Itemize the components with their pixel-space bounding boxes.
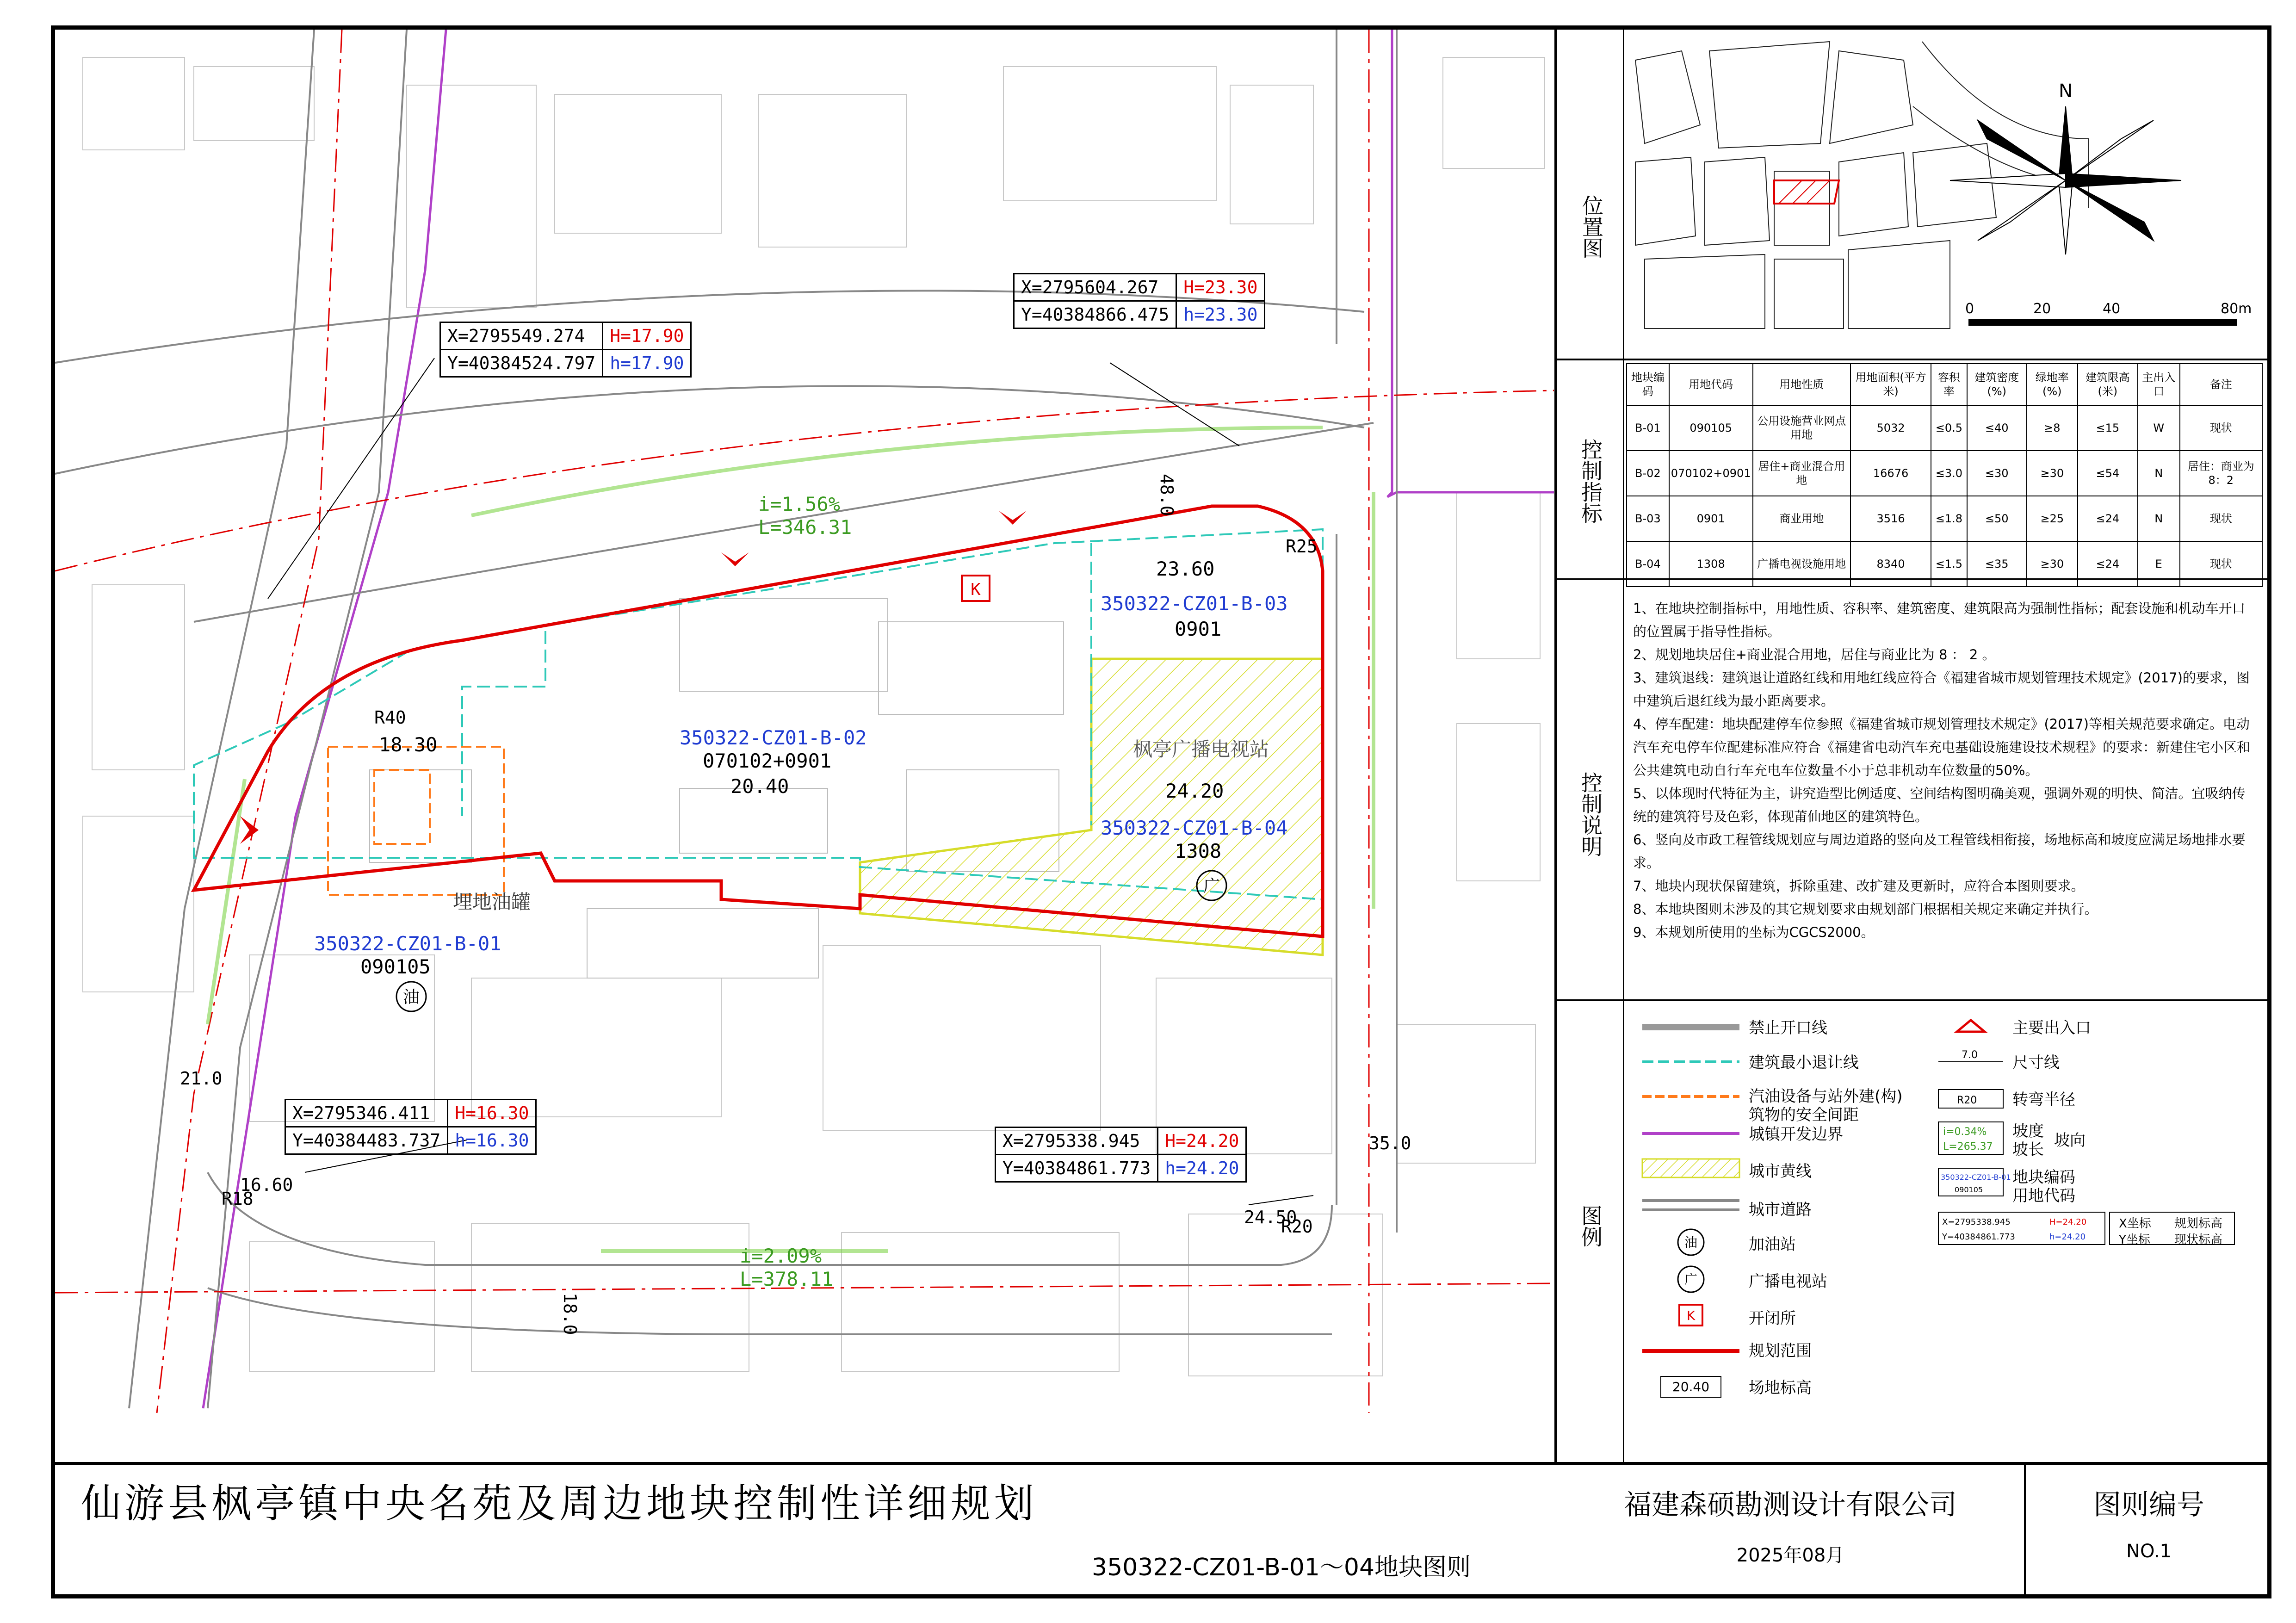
legend-planned-elev: 规划标高 — [2174, 1217, 2223, 1231]
dim-21: 21.0 — [180, 1068, 223, 1089]
table-cell: 16676 — [1850, 451, 1931, 496]
legend-x-symbol: X=2795338.945 — [1942, 1217, 2011, 1227]
table-cell: B-01 — [1627, 405, 1669, 451]
table-row — [1627, 496, 2262, 541]
legend-gas-station: 加油站 — [1749, 1235, 1796, 1254]
legend-turn-radius: 转弯半径 — [2012, 1090, 2075, 1109]
legend-switch-station: 开闭所 — [1749, 1309, 1796, 1328]
legend-y-coord: Y坐标 — [2119, 1233, 2150, 1247]
elevation-b04: 24.20 — [1165, 780, 1224, 802]
coord-box-4: X=2795338.945 H=24.20 Y=40384861.773 h=24.20 — [995, 1127, 1247, 1183]
table-cell: 3516 — [1850, 496, 1931, 541]
coord-box-1: X=2795549.274 H=17.90 Y=40384524.797 h=17.90 — [439, 322, 692, 378]
control-notes: 1、在地块控制指标中，用地性质、容积率、建筑密度、建筑限高为强制性指标；配套设施和机动车开口的位置属于指导性指标。 2、规划地块居住+商业混合用地，居住与商业比为 8 ： 2 。 3、建筑退线：建筑退让道路红线和用地红线应符合《福建省城市规划管理技术规定》(2017)的要求，图中建筑后退红线为最小距离要求。 4、停车配建：地块配建停车位参照《福建省城市规划管理技术规定》(2017)等相关规范要求确定。电动汽车充电停车位配建标准应符合《福建省电动汽车充电基础设施建设技术规程》的要求：新建住宅小区和公共建筑电动自行车充电车位数量不小于总非机动车位数量的50%。 5、以体现时代特征为主，讲究造型比例适度、空间结构图明确美观，强调外观的明快、简洁。宜吸纳传统的建筑符号及色彩，体现莆仙地区的建筑特色。 6、竖向及市政工程管线规划应与周边道路的竖向及工程管线相衔接，场地标高和坡度应满足场地排水要求。 7、地块内现状保留建筑，拆除重建、改扩建及更新时，应符合本图则要求。 8、本地块图则未涉及的其它规划要求由规划部门根据相关规定来确定并执行。 9、本规划所使用的坐标为CGCS2000。 — [1633, 601, 2251, 940]
legend-elev-symbol: 20.40 — [1672, 1379, 1710, 1394]
scale-20: 20 — [2033, 301, 2051, 317]
radius-r18: R18 — [222, 1189, 254, 1209]
legend-site-elevation: 场地标高 — [1749, 1379, 1812, 1397]
radius-r20: R20 — [1281, 1216, 1313, 1237]
length-south: L=378.11 — [740, 1268, 834, 1290]
legend-no-opening: 禁止开口线 — [1749, 1019, 1827, 1037]
legend-slope-length: 坡长 — [2012, 1140, 2044, 1159]
legend-setback: 建筑最小退让线 — [1749, 1053, 1859, 1072]
dim-18: 18.0 — [560, 1293, 580, 1335]
legend-main-entrance: 主要出入口 — [2012, 1019, 2091, 1037]
legend-tv-symbol: 广 — [1684, 1272, 1698, 1287]
legend-city-road: 城市道路 — [1749, 1201, 1812, 1219]
table-cell: 070102+0901 — [1669, 451, 1753, 496]
section-notes-title: 控制说明 — [1578, 772, 1603, 857]
scale-0: 0 — [1965, 301, 1974, 317]
table-cell: 5032 — [1850, 405, 1931, 451]
legend-hh-symbol: h=24.20 — [2049, 1232, 2086, 1242]
table-cell: 广播电视设施用地 — [1753, 541, 1850, 587]
legend-gas-safety-2: 筑物的安全间距 — [1749, 1106, 1859, 1124]
table-cell: 商业用地 — [1753, 496, 1850, 541]
switch-station-symbol: K — [971, 580, 981, 599]
drawing-code-label: 图则编号 — [2093, 1489, 2204, 1521]
legend-x-coord: X坐标 — [2119, 1217, 2151, 1231]
radius-r40: R40 — [374, 707, 406, 728]
land-code-b02: 070102+0901 — [703, 750, 832, 772]
table-cell: ≤40 — [1967, 405, 2027, 451]
table-cell: N — [2138, 496, 2180, 541]
table-cell: N — [2138, 451, 2180, 496]
section-location-title: 位置图 — [1579, 195, 1604, 259]
legend-parcel-code: 地块编码 — [2012, 1168, 2075, 1187]
table-cell: ≥30 — [2027, 451, 2078, 496]
table-cell: B-04 — [1627, 541, 1669, 587]
elevation-b03: 23.60 — [1156, 558, 1215, 580]
legend-land-code: 用地代码 — [2012, 1187, 2075, 1205]
table-cell: ≤24 — [2078, 496, 2138, 541]
legend-slope-direction: 坡向 — [2054, 1131, 2086, 1150]
divider-notes — [1554, 999, 2269, 1001]
parcel-code-b04: 350322-CZ01-B-04 — [1101, 817, 1288, 839]
table-cell: 公用设施营业网点用地 — [1753, 405, 1850, 451]
table-cell: E — [2138, 541, 2180, 587]
table-cell: B-02 — [1627, 451, 1669, 496]
tv-station-symbol: 广 — [1203, 877, 1220, 896]
section-index-title: 控制指标 — [1578, 439, 1603, 524]
control-index-table: 地块编码 用地代码 用地性质 用地面积(平方米) 容积率 建筑密度(%) 绿地率(%) 建筑限高(米) 主出入口 备注 B-01 090105 公用设施营业网点用地 5032 ≤0.5 ≤40 ≥8 ≤15 W 现状 B-02 070102+0901 居住+商业混合用地 16676 ≤3.0 ≤30 ≥30 ≤54 N 居住：商业为8：2 B-03 0901 商业用地 3516 ≤1.8 ≤50 ≥25 ≤24 N 现状 B-04 1308 广播电视设施用地 8340 ≤1.5 ≤35 ≥30 ≤24 E 现状 — [1626, 363, 2263, 587]
legend-tv-station: 广播电视站 — [1749, 1272, 1827, 1291]
table-cell: ≤24 — [2078, 541, 2138, 587]
drawing-date: 2025年08月 — [1736, 1545, 1844, 1566]
land-code-b03: 0901 — [1175, 618, 1222, 640]
table-cell: ≥8 — [2027, 405, 2078, 451]
location-map — [1626, 32, 2267, 356]
table-cell: ≤3.0 — [1931, 451, 1967, 496]
table-cell: ≤35 — [1967, 541, 2027, 587]
table-cell: ≥30 — [2027, 541, 2078, 587]
coord-box-2: X=2795604.267 H=23.30 Y=40384866.475 h=23.30 — [1013, 273, 1265, 329]
north-label: N — [2059, 81, 2073, 102]
legend-h-symbol: H=24.20 — [2049, 1217, 2087, 1227]
legend-slope: 坡度 — [2012, 1122, 2044, 1140]
length-north: L=346.31 — [758, 516, 852, 539]
divider-code-block — [2024, 1462, 2026, 1594]
drawing-title: 仙游县枫亭镇中央名苑及周边地块控制性详细规划 — [81, 1481, 1038, 1527]
gas-station-symbol: 油 — [402, 988, 420, 1007]
legend-slope-symbol: i=0.34% — [1943, 1126, 1987, 1138]
table-cell: ≤1.8 — [1931, 496, 1967, 541]
legend-k-symbol: K — [1686, 1308, 1696, 1323]
drawing-subtitle: 350322-CZ01-B-01～04地块图则 — [1092, 1554, 1471, 1581]
legend-dev-boundary: 城镇开发边界 — [1749, 1125, 1843, 1144]
table-cell: ≤30 — [1967, 451, 2027, 496]
table-row — [1627, 541, 2262, 587]
table-row — [1627, 451, 2262, 496]
dim-35: 35.0 — [1369, 1133, 1411, 1153]
legend-current-elev: 现状标高 — [2174, 1233, 2223, 1247]
table-cell: 0901 — [1669, 496, 1753, 541]
legend-length-symbol: L=265.37 — [1943, 1141, 1993, 1152]
dim-24-50: 24.50 — [1244, 1207, 1297, 1227]
table-cell: 090105 — [1669, 405, 1753, 451]
scale-80: 80m — [2221, 301, 2252, 317]
table-cell: 现状 — [2180, 405, 2263, 451]
table-cell: 现状 — [2180, 496, 2263, 541]
company-name: 福建森硕勘测设计有限公司 — [1624, 1489, 1957, 1521]
table-cell: B-03 — [1627, 496, 1669, 541]
table-cell: 8340 — [1850, 541, 1931, 587]
divider-title-block — [55, 1462, 2269, 1465]
table-cell: 现状 — [2180, 541, 2263, 587]
slope-north: i=1.56% — [758, 493, 841, 515]
coord-box-3: X=2795346.411 H=16.30 Y=40384483.737 h=16.30 — [285, 1099, 537, 1155]
site-plan-map — [55, 30, 1554, 1414]
legend-dimension: 尺寸线 — [2012, 1053, 2060, 1072]
legend-planning-scope: 规划范围 — [1749, 1342, 1812, 1360]
legend-gas-symbol: 油 — [1684, 1235, 1698, 1250]
parcel-code-b01: 350322-CZ01-B-01 — [314, 932, 501, 955]
scale-40: 40 — [2103, 301, 2121, 317]
station-name: 枫亭广播电视站 — [1133, 738, 1269, 761]
table-cell: ≤0.5 — [1931, 405, 1967, 451]
radius-r25: R25 — [1286, 536, 1318, 557]
elevation-b01: 18.30 — [379, 733, 438, 756]
divider-map-panel — [1554, 30, 1557, 1464]
table-cell: ≤1.5 — [1931, 541, 1967, 587]
land-code-b01: 090105 — [360, 955, 431, 978]
tank-label: 埋地油罐 — [453, 891, 531, 913]
table-cell: 1308 — [1669, 541, 1753, 587]
legend-landcode-symbol: 090105 — [1955, 1185, 1983, 1194]
parcel-code-b02: 350322-CZ01-B-02 — [680, 726, 867, 749]
legend-yellow-line: 城市黄线 — [1749, 1162, 1812, 1181]
legend-symbols — [1633, 1016, 2267, 1455]
divider-location — [1554, 359, 2269, 360]
table-cell: 居住：商业为8：2 — [2180, 451, 2263, 496]
background-buildings — [83, 57, 1545, 1376]
dim-48: 48.0 — [1157, 474, 1177, 516]
section-legend-title: 图例 — [1578, 1205, 1603, 1247]
table-cell: ≤15 — [2078, 405, 2138, 451]
legend-gas-safety-1: 汽油设备与站外建(构) — [1749, 1087, 1903, 1106]
land-code-b04: 1308 — [1175, 840, 1222, 862]
table-cell: W — [2138, 405, 2180, 451]
legend-dim-symbol: 7.0 — [1962, 1049, 1978, 1061]
drawing-code-value: NO.1 — [2126, 1541, 2172, 1562]
dim-16-60: 16.60 — [240, 1175, 293, 1195]
table-row — [1627, 405, 2262, 451]
elevation-b02: 20.40 — [730, 775, 789, 798]
table-cell: ≤50 — [1967, 496, 2027, 541]
legend-y-symbol: Y=40384861.773 — [1942, 1232, 2015, 1242]
legend-radius-symbol: R20 — [1957, 1095, 1977, 1106]
table-cell: ≥25 — [2027, 496, 2078, 541]
legend-code-symbol: 350322-CZ01-B-01 — [1941, 1173, 2011, 1182]
table-cell: 居住+商业混合用地 — [1753, 451, 1850, 496]
parcel-code-b03: 350322-CZ01-B-03 — [1101, 592, 1288, 615]
slope-south: i=2.09% — [740, 1245, 822, 1267]
table-cell: ≤54 — [2078, 451, 2138, 496]
dev-boundary-line — [1387, 30, 1554, 497]
